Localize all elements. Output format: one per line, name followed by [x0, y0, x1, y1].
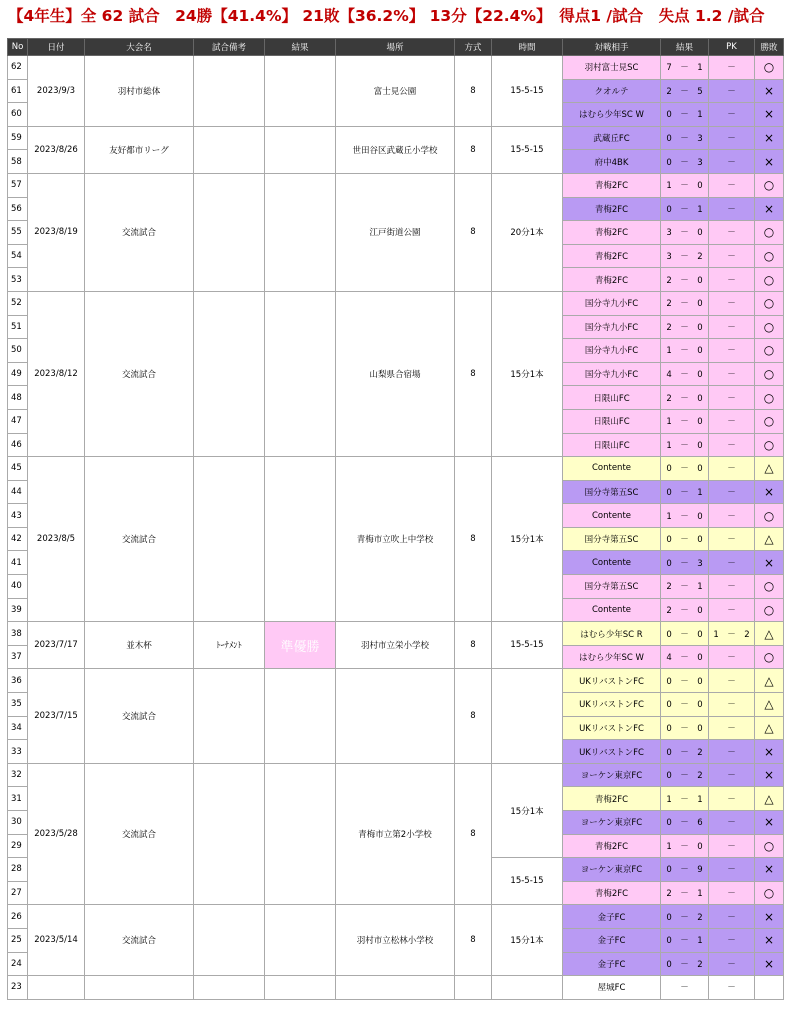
match-time: 15-5-15 [492, 56, 563, 127]
tournament-name: 交流試合 [85, 291, 194, 456]
match-format: 8 [455, 763, 492, 905]
table-row [8, 56, 784, 80]
result-mark: × [755, 197, 784, 221]
match-no: 27 [8, 881, 28, 905]
result-mark: ○ [755, 881, 784, 905]
match-no: 47 [8, 409, 28, 433]
header-opponent: 対戦相手 [563, 39, 661, 56]
pk-score: － [709, 645, 755, 669]
tournament-name: 交流試合 [85, 763, 194, 905]
result-mark: ○ [755, 362, 784, 386]
pk-score: － [709, 763, 755, 787]
match-score: 0 － 3 [661, 551, 709, 575]
opponent-name: 日限山FC [563, 386, 661, 410]
result-mark: △ [755, 669, 784, 693]
award-badge: 準優勝 [265, 622, 336, 669]
award-badge [265, 669, 336, 763]
match-no: 55 [8, 221, 28, 245]
match-date: 2023/8/12 [28, 291, 85, 456]
result-mark: ○ [755, 834, 784, 858]
pk-score: － [709, 834, 755, 858]
header-tournament: 大会名 [85, 39, 194, 56]
result-mark: ○ [755, 173, 784, 197]
opponent-name: 国分寺第五SC [563, 527, 661, 551]
result-mark: × [755, 126, 784, 150]
header-score: 結果 [661, 39, 709, 56]
match-format: 8 [455, 126, 492, 173]
match-note [194, 457, 265, 622]
pk-score: － [709, 811, 755, 835]
match-score: 2 － 0 [661, 598, 709, 622]
match-no: 40 [8, 575, 28, 599]
match-note: ﾄｰﾅﾒﾝﾄ [194, 622, 265, 669]
match-score: 2 － 0 [661, 268, 709, 292]
opponent-name: 国分寺第五SC [563, 575, 661, 599]
opponent-name: 日限山FC [563, 433, 661, 457]
result-mark: △ [755, 787, 784, 811]
match-date: 2023/9/3 [28, 56, 85, 127]
match-place: 世田谷区武蔵丘小学校 [336, 126, 455, 173]
table-row [8, 126, 784, 150]
match-time [492, 976, 563, 1000]
match-no: 36 [8, 669, 28, 693]
pk-score: － [709, 221, 755, 245]
match-no: 42 [8, 527, 28, 551]
result-mark: ○ [755, 386, 784, 410]
match-score: 2 － 0 [661, 315, 709, 339]
tournament-name: 並木杯 [85, 622, 194, 669]
result-mark: × [755, 103, 784, 127]
match-no: 29 [8, 834, 28, 858]
pk-score: － [709, 881, 755, 905]
match-no: 26 [8, 905, 28, 929]
match-date: 2023/8/5 [28, 457, 85, 622]
match-date: 2023/5/14 [28, 905, 85, 976]
match-score: 2 － 5 [661, 79, 709, 103]
opponent-name: 青梅2FC [563, 881, 661, 905]
tournament-name: 羽村市総体 [85, 56, 194, 127]
match-no: 33 [8, 740, 28, 764]
pk-score: － [709, 315, 755, 339]
match-score: 0 － 1 [661, 103, 709, 127]
match-no: 61 [8, 79, 28, 103]
pk-score: － [709, 339, 755, 363]
table-row [8, 291, 784, 315]
match-note [194, 669, 265, 763]
result-mark: ○ [755, 504, 784, 528]
award-badge [265, 126, 336, 173]
match-score: 0 － 6 [661, 811, 709, 835]
match-date: 2023/8/26 [28, 126, 85, 173]
match-time: 15分1本 [492, 457, 563, 622]
match-no: 24 [8, 952, 28, 976]
match-no: 51 [8, 315, 28, 339]
opponent-name: 青梅2FC [563, 221, 661, 245]
match-place: 山梨県合宿場 [336, 291, 455, 456]
result-mark: × [755, 150, 784, 174]
match-score: 0 － 0 [661, 622, 709, 646]
match-date: 2023/7/17 [28, 622, 85, 669]
opponent-name: UKリバストンFC [563, 716, 661, 740]
opponent-name: Contente [563, 551, 661, 575]
match-no: 46 [8, 433, 28, 457]
match-no: 45 [8, 457, 28, 481]
result-mark: ○ [755, 244, 784, 268]
match-score: 0 － 0 [661, 669, 709, 693]
header-time: 時間 [492, 39, 563, 56]
opponent-name: クオルテ [563, 79, 661, 103]
header-no: No [8, 39, 28, 56]
pk-score: － [709, 527, 755, 551]
tournament-name: 友好都市リーグ [85, 126, 194, 173]
match-score: 1 － 0 [661, 433, 709, 457]
pk-score: － [709, 976, 755, 1000]
pk-score: － [709, 480, 755, 504]
match-time: 15分1本 [492, 905, 563, 976]
result-mark: ○ [755, 56, 784, 80]
result-mark: △ [755, 716, 784, 740]
pk-score: － [709, 740, 755, 764]
match-score: － [661, 976, 709, 1000]
pk-score: － [709, 150, 755, 174]
pk-score: － [709, 504, 755, 528]
match-note [194, 126, 265, 173]
pk-score: － [709, 173, 755, 197]
opponent-name: Contente [563, 598, 661, 622]
result-mark: × [755, 905, 784, 929]
result-mark: × [755, 952, 784, 976]
match-note [194, 173, 265, 291]
table-row [8, 622, 784, 646]
match-score: 3 － 0 [661, 221, 709, 245]
match-no: 38 [8, 622, 28, 646]
award-badge [265, 291, 336, 456]
match-score: 0 － 0 [661, 457, 709, 481]
pk-score: － [709, 693, 755, 717]
opponent-name: Contente [563, 457, 661, 481]
match-no: 41 [8, 551, 28, 575]
opponent-name: ヨーケン東京FC [563, 811, 661, 835]
header-note: 試合備考 [194, 39, 265, 56]
match-score: 0 － 2 [661, 763, 709, 787]
match-no: 60 [8, 103, 28, 127]
match-score: 0 － 1 [661, 197, 709, 221]
result-mark: △ [755, 622, 784, 646]
page-title: 【4年生】全 62 試合 24勝【41.4%】 21敗【36.2%】 13分【22.4%】 得点1 /試合 失点 1.2 /試合 [8, 7, 765, 25]
match-score: 2 － 1 [661, 881, 709, 905]
match-score: 0 － 1 [661, 480, 709, 504]
opponent-name: ヨーケン東京FC [563, 858, 661, 882]
tournament-name: 交流試合 [85, 905, 194, 976]
match-format: 8 [455, 457, 492, 622]
match-results-table [7, 38, 784, 1000]
match-no: 49 [8, 362, 28, 386]
match-no: 35 [8, 693, 28, 717]
match-score: 1 － 0 [661, 339, 709, 363]
table-row [8, 669, 784, 693]
opponent-name: UKリバストンFC [563, 693, 661, 717]
match-score: 0 － 1 [661, 928, 709, 952]
pk-score: － [709, 669, 755, 693]
match-place [336, 669, 455, 763]
pk-score: － [709, 928, 755, 952]
match-time: 15-5-15 [492, 622, 563, 669]
tournament-name: 交流試合 [85, 669, 194, 763]
result-mark: × [755, 811, 784, 835]
match-time: 15分1本 [492, 763, 563, 857]
match-format: 8 [455, 669, 492, 763]
match-time: 15分1本 [492, 291, 563, 456]
opponent-name: 青梅2FC [563, 268, 661, 292]
result-mark: ○ [755, 433, 784, 457]
match-score: 0 － 0 [661, 527, 709, 551]
pk-score: － [709, 457, 755, 481]
match-score: 0 － 0 [661, 693, 709, 717]
match-score: 7 － 1 [661, 56, 709, 80]
match-no: 31 [8, 787, 28, 811]
opponent-name: 日限山FC [563, 409, 661, 433]
result-mark: △ [755, 693, 784, 717]
match-no: 48 [8, 386, 28, 410]
match-date: 2023/7/15 [28, 669, 85, 763]
pk-score: － [709, 598, 755, 622]
header-award: 結果 [265, 39, 336, 56]
result-mark: ○ [755, 339, 784, 363]
opponent-name: 青梅2FC [563, 787, 661, 811]
match-date: 2023/5/28 [28, 763, 85, 905]
pk-score: － [709, 126, 755, 150]
table-row [8, 763, 784, 787]
match-no: 44 [8, 480, 28, 504]
match-score: 2 － 0 [661, 386, 709, 410]
award-badge [265, 976, 336, 1000]
opponent-name: 青梅2FC [563, 197, 661, 221]
opponent-name: 府中4BK [563, 150, 661, 174]
result-mark: ○ [755, 315, 784, 339]
opponent-name: 屋城FC [563, 976, 661, 1000]
match-note [194, 763, 265, 905]
match-date: 2023/8/19 [28, 173, 85, 291]
match-format: 8 [455, 905, 492, 976]
result-mark: △ [755, 457, 784, 481]
pk-score: － [709, 197, 755, 221]
opponent-name: はむら少年SC R [563, 622, 661, 646]
pk-score: － [709, 362, 755, 386]
match-note [194, 905, 265, 976]
opponent-name: 金子FC [563, 928, 661, 952]
result-mark: × [755, 740, 784, 764]
match-format: 8 [455, 173, 492, 291]
match-place [336, 976, 455, 1000]
pk-score: － [709, 56, 755, 80]
pk-score: － [709, 716, 755, 740]
pk-score: － [709, 268, 755, 292]
opponent-name: 武蔵丘FC [563, 126, 661, 150]
match-score: 0 － 3 [661, 126, 709, 150]
result-mark: ○ [755, 598, 784, 622]
match-place: 羽村市立栄小学校 [336, 622, 455, 669]
opponent-name: UKリバストンFC [563, 669, 661, 693]
opponent-name: 羽村富士見SC [563, 56, 661, 80]
match-no: 54 [8, 244, 28, 268]
match-no: 59 [8, 126, 28, 150]
tournament-name: 交流試合 [85, 457, 194, 622]
match-time: 15-5-15 [492, 126, 563, 173]
result-mark: × [755, 480, 784, 504]
match-format: 8 [455, 291, 492, 456]
match-score: 1 － 0 [661, 834, 709, 858]
match-time [492, 669, 563, 763]
match-no: 32 [8, 763, 28, 787]
opponent-name: はむら少年SC W [563, 645, 661, 669]
header-format: 方式 [455, 39, 492, 56]
match-score: 0 － 9 [661, 858, 709, 882]
match-score: 4 － 0 [661, 362, 709, 386]
opponent-name: 国分寺九小FC [563, 362, 661, 386]
opponent-name: 国分寺第五SC [563, 480, 661, 504]
match-score: 3 － 2 [661, 244, 709, 268]
award-badge [265, 56, 336, 127]
opponent-name: UKリバストンFC [563, 740, 661, 764]
result-mark: ○ [755, 575, 784, 599]
match-score: 2 － 1 [661, 575, 709, 599]
tournament-name [85, 976, 194, 1000]
result-mark: × [755, 928, 784, 952]
pk-score: － [709, 905, 755, 929]
result-mark: × [755, 79, 784, 103]
pk-score: － [709, 952, 755, 976]
result-mark: × [755, 551, 784, 575]
match-place: 江戸街道公園 [336, 173, 455, 291]
match-score: 4 － 0 [661, 645, 709, 669]
result-mark: × [755, 858, 784, 882]
table-row [8, 905, 784, 929]
match-time: 15-5-15 [492, 858, 563, 905]
result-mark: ○ [755, 291, 784, 315]
opponent-name: 国分寺九小FC [563, 315, 661, 339]
opponent-name: 国分寺九小FC [563, 339, 661, 363]
result-mark [755, 976, 784, 1000]
pk-score: － [709, 291, 755, 315]
header-result: 勝敗 [755, 39, 784, 56]
result-mark: ○ [755, 645, 784, 669]
tournament-name: 交流試合 [85, 173, 194, 291]
opponent-name: Contente [563, 504, 661, 528]
match-format: 8 [455, 56, 492, 127]
match-format [455, 976, 492, 1000]
match-no: 56 [8, 197, 28, 221]
match-no: 30 [8, 811, 28, 835]
match-score: 0 － 0 [661, 716, 709, 740]
match-note [194, 291, 265, 456]
opponent-name: 金子FC [563, 952, 661, 976]
pk-score: － [709, 103, 755, 127]
match-format: 8 [455, 622, 492, 669]
match-place: 富士見公園 [336, 56, 455, 127]
match-no: 58 [8, 150, 28, 174]
table-row [8, 976, 784, 1000]
result-mark: ○ [755, 221, 784, 245]
pk-score: － [709, 433, 755, 457]
match-no: 50 [8, 339, 28, 363]
match-score: 1 － 1 [661, 787, 709, 811]
match-no: 53 [8, 268, 28, 292]
match-no: 52 [8, 291, 28, 315]
match-no: 28 [8, 858, 28, 882]
match-score: 2 － 0 [661, 291, 709, 315]
match-no: 62 [8, 56, 28, 80]
pk-score: － [709, 79, 755, 103]
match-no: 34 [8, 716, 28, 740]
pk-score: － [709, 244, 755, 268]
match-time: 20分1本 [492, 173, 563, 291]
pk-score: － [709, 409, 755, 433]
match-place: 青梅市立第2小学校 [336, 763, 455, 905]
match-score: 1 － 0 [661, 173, 709, 197]
result-mark: × [755, 763, 784, 787]
header-place: 場所 [336, 39, 455, 56]
award-badge [265, 173, 336, 291]
match-no: 57 [8, 173, 28, 197]
opponent-name: 青梅2FC [563, 173, 661, 197]
match-no: 25 [8, 928, 28, 952]
match-score: 0 － 2 [661, 952, 709, 976]
opponent-name: はむら少年SC W [563, 103, 661, 127]
pk-score: 1 － 2 [709, 622, 755, 646]
pk-score: － [709, 551, 755, 575]
match-no: 23 [8, 976, 28, 1000]
opponent-name: ヨーケン東京FC [563, 763, 661, 787]
match-place: 青梅市立吹上中学校 [336, 457, 455, 622]
match-note [194, 976, 265, 1000]
header-pk: PK [709, 39, 755, 56]
match-no: 43 [8, 504, 28, 528]
table-row [8, 173, 784, 197]
header-row [8, 39, 784, 56]
pk-score: － [709, 386, 755, 410]
result-mark: ○ [755, 268, 784, 292]
match-score: 0 － 2 [661, 740, 709, 764]
award-badge [265, 763, 336, 905]
match-date [28, 976, 85, 1000]
pk-score: － [709, 575, 755, 599]
match-score: 0 － 3 [661, 150, 709, 174]
opponent-name: 金子FC [563, 905, 661, 929]
match-score: 1 － 0 [661, 409, 709, 433]
table-row [8, 457, 784, 481]
award-badge [265, 457, 336, 622]
match-score: 0 － 2 [661, 905, 709, 929]
opponent-name: 青梅2FC [563, 834, 661, 858]
result-mark: △ [755, 527, 784, 551]
opponent-name: 青梅2FC [563, 244, 661, 268]
match-score: 1 － 0 [661, 504, 709, 528]
opponent-name: 国分寺九小FC [563, 291, 661, 315]
pk-score: － [709, 787, 755, 811]
header-date: 日付 [28, 39, 85, 56]
match-place: 羽村市立松林小学校 [336, 905, 455, 976]
match-no: 37 [8, 645, 28, 669]
award-badge [265, 905, 336, 976]
pk-score: － [709, 858, 755, 882]
match-no: 39 [8, 598, 28, 622]
match-note [194, 56, 265, 127]
result-mark: ○ [755, 409, 784, 433]
